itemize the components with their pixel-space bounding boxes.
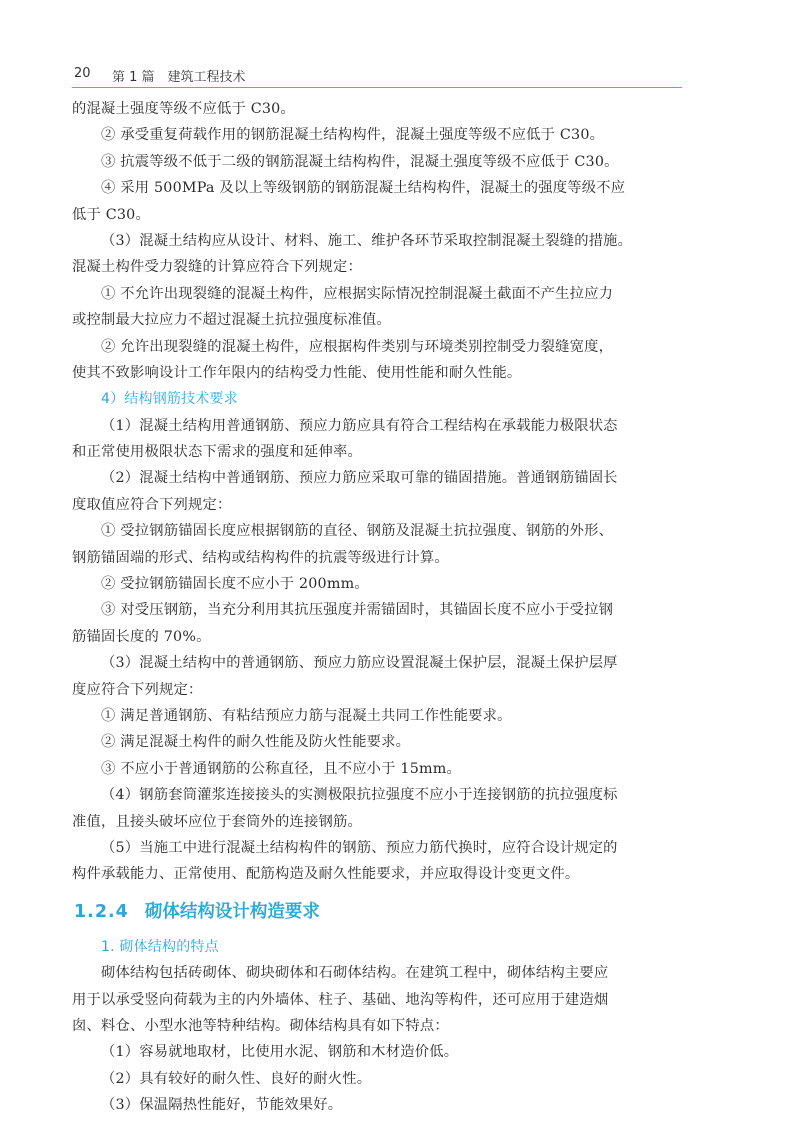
section-title: 砌体结构设计构造要求 <box>144 901 320 922</box>
text-line: 准值，且接头破坏应位于套筒外的连接钢筋。 <box>72 813 362 830</box>
text-line: ③ 抗震等级不低于二级的钢筋混凝土结构构件，混凝土强度等级不应低于 C30。 <box>101 153 619 170</box>
subsection-heading: 4）结构钢筋技术要求 <box>101 391 238 408</box>
text-line: 用于以承受竖向荷载为主的内外墙体、柱子、基础、地沟等构件，还可应用于建造烟 <box>72 991 609 1008</box>
text-line: （1）容易就地取材，比使用水泥、钢筋和木材造价低。 <box>101 1044 459 1061</box>
text-line: （1）混凝土结构用普通钢筋、预应力筋应具有符合工程结构在承载能力极限状态 <box>101 417 618 434</box>
text-line: ③ 对受压钢筋，当充分利用其抗压强度并需锚固时，其锚固长度不应小于受拉钢 <box>101 602 614 619</box>
text-line: ④ 采用 500MPa 及以上等级钢筋的钢筋混凝土结构构件，混凝土的强度等级不应 <box>101 180 626 197</box>
text-line: 构件承载能力、正常使用、配筋构造及耐久性能要求，并应取得设计变更文件。 <box>72 866 580 883</box>
chapter-title: 第 1 篇 建筑工程技术 <box>112 70 246 85</box>
text-line: ① 不允许出现裂缝的混凝土构件，应根据实际情况控制混凝土截面不产生拉应力 <box>101 285 614 302</box>
page-number: 20 <box>74 66 91 81</box>
text-line: （5）当施工中进行混凝土结构构件的钢筋、预应力筋代换时，应符合设计规定的 <box>101 839 618 856</box>
text-line: （3）混凝土结构中的普通钢筋、预应力筋应设置混凝土保护层，混凝土保护层厚 <box>101 655 618 672</box>
section-number: 1.2.4 <box>74 901 129 922</box>
paragraph-block-concrete <box>72 96 684 888</box>
text-line: ② 受拉钢筋锚固长度不应小于 200mm。 <box>101 576 369 593</box>
text-line: ② 允许出现裂缝的混凝土构件，应根据构件类别与环境类别控制受力裂缝宽度， <box>101 338 614 355</box>
text-line: ② 承受重复荷载作用的钢筋混凝土结构构件，混凝土强度等级不应低于 C30。 <box>101 127 605 144</box>
paragraph-block-masonry <box>72 934 684 1119</box>
body-text <box>72 96 684 1118</box>
text-line: 和正常使用极限状态下需求的强度和延伸率。 <box>72 444 362 461</box>
text-line: 度应符合下列规定： <box>72 681 203 698</box>
text-line: 低于 C30。 <box>72 206 150 223</box>
running-header <box>72 64 680 88</box>
text-line: ① 受拉钢筋锚固长度应根据钢筋的直径、钢筋及混凝土抗拉强度、钢筋的外形、 <box>101 523 614 540</box>
text-line: （4）钢筋套筒灌浆连接接头的实测极限抗拉强度不应小于连接钢筋的抗拉强度标 <box>101 787 618 804</box>
text-line: ② 满足混凝土构件的耐久性能及防火性能要求。 <box>101 734 411 751</box>
text-line: ③ 不应小于普通钢筋的公称直径，且不应小于 15mm。 <box>101 760 462 777</box>
text-line: 砌体结构包括砖砌体、砌块砌体和石砌体结构。在建筑工程中，砌体结构主要应 <box>101 965 609 982</box>
text-line: 的混凝土强度等级不应低于 C30。 <box>72 101 295 117</box>
text-line: （3）保温隔热性能好，节能效果好。 <box>101 1097 343 1114</box>
section-heading <box>72 892 684 932</box>
text-line: 筋锚固长度的 70%。 <box>72 628 211 645</box>
text-line: 囱、料仓、小型水池等特种结构。砌体结构具有如下特点： <box>72 1017 449 1034</box>
text-line: （2）具有较好的耐久性、良好的耐火性。 <box>101 1070 372 1087</box>
subsection-heading: 1. 砌体结构的特点 <box>101 938 219 955</box>
text-line: 度取值应符合下列规定： <box>72 496 232 513</box>
text-line: （3）混凝土结构应从设计、材料、施工、维护各环节采取控制混凝土裂缝的措施。 <box>101 232 633 249</box>
text-line: 钢筋锚固端的形式、结构或结构构件的抗震等级进行计算。 <box>72 549 449 566</box>
text-line: 混凝土构件受力裂缝的计算应符合下列规定： <box>72 259 362 276</box>
text-line: 使其不致影响设计工作年限内的结构受力性能、使用性能和耐久性能。 <box>72 364 522 381</box>
text-line: 或控制最大拉应力不超过混凝土抗拉强度标准值。 <box>72 312 391 329</box>
text-line: ① 满足普通钢筋、有粘结预应力筋与混凝土共同工作性能要求。 <box>101 707 512 724</box>
text-line: （2）混凝土结构中普通钢筋、预应力筋应采取可靠的锚固措施。普通钢筋锚固长 <box>101 470 618 487</box>
header-divider <box>72 87 682 88</box>
